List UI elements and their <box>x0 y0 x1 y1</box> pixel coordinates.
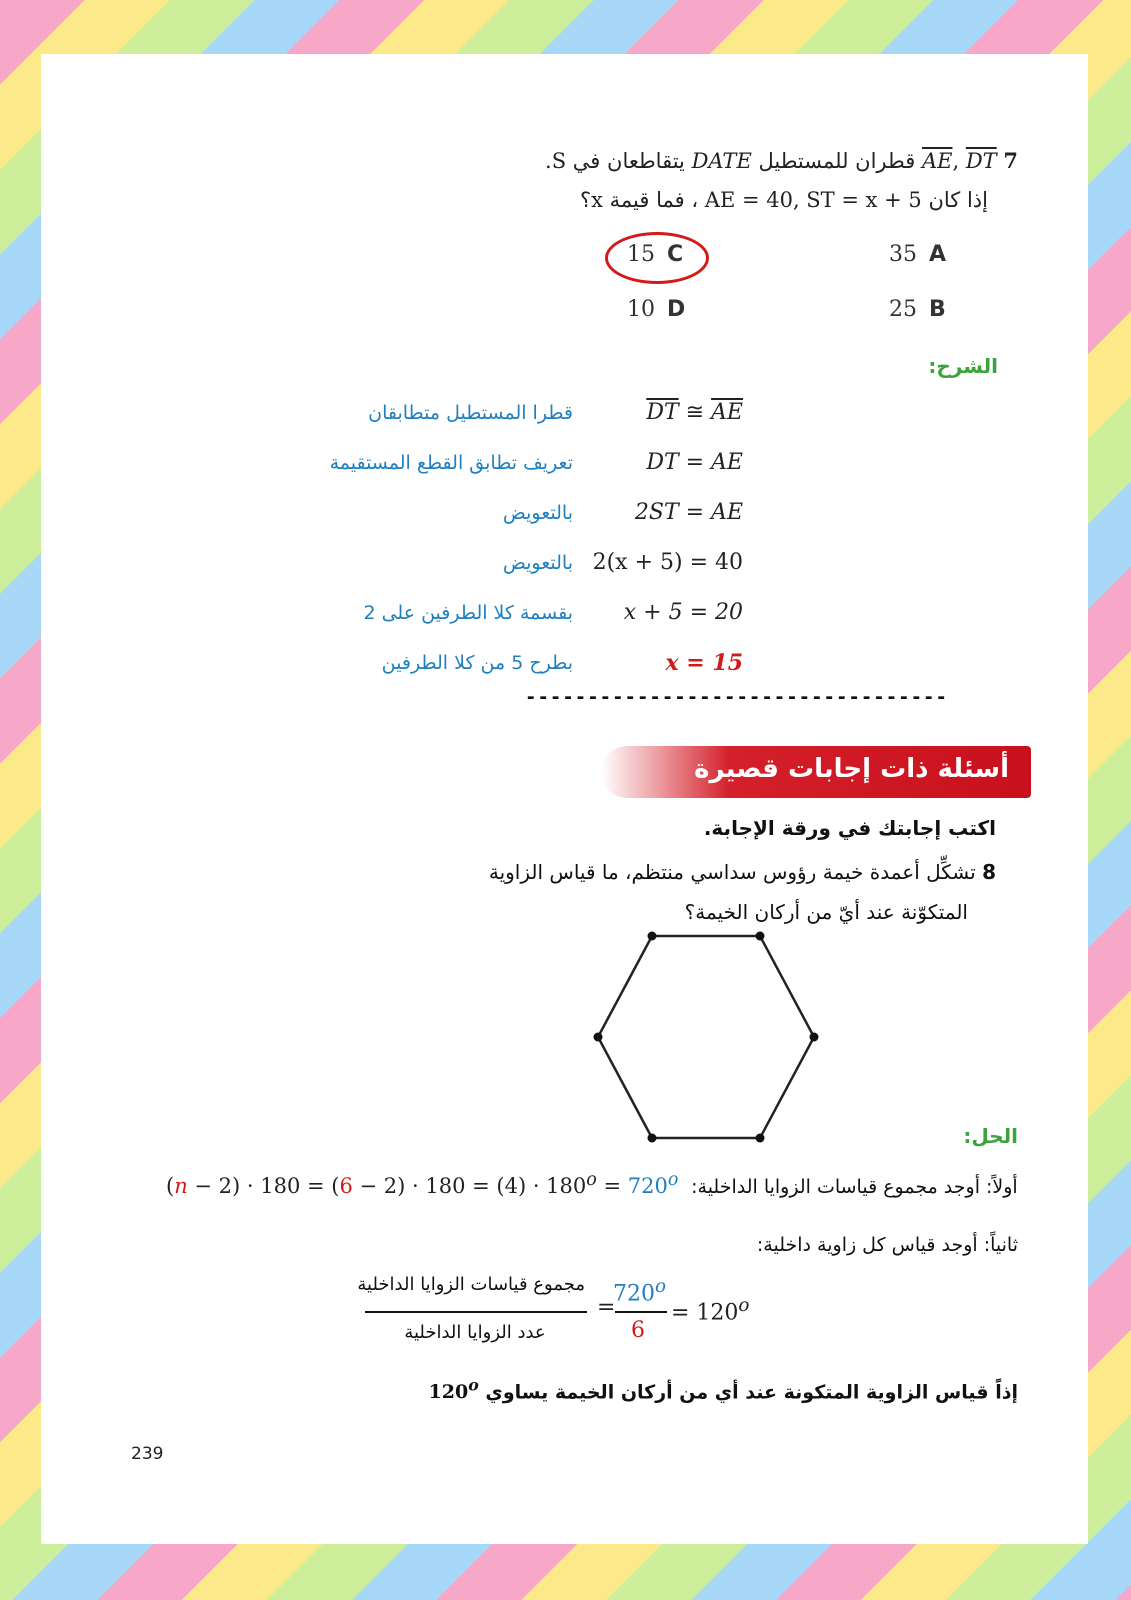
q7-option-a[interactable]: 35 A <box>889 242 947 267</box>
q7-number: 7 <box>1003 148 1018 173</box>
step-2-reason: تعريف تطابق القطع المستقيمة <box>329 452 573 474</box>
q7-option-b[interactable]: 25 B <box>889 297 946 322</box>
fraction-den-6: 6 <box>631 1318 645 1343</box>
fraction-words-num: مجموع قياسات الزوايا الداخلية <box>357 1274 585 1295</box>
q7-option-c[interactable]: 15 C <box>627 242 684 267</box>
q7-line1: 7 AE, DT قطران للمستطيل DATE يتقاطعان في S. <box>545 148 1018 173</box>
step-1-reason: قطرا المستطيل متطابقان <box>368 402 573 424</box>
step-5-eq: x + 5 = 20 <box>623 600 743 625</box>
step-4-eq: 2(x + 5) = 40 <box>592 550 743 575</box>
q7-seg-ae: AE <box>921 149 953 173</box>
section-banner-title: أسئلة ذات إجابات قصيرة <box>694 754 1009 784</box>
conclusion-text: إذاً قياس الزاوية المتكونة عند أي من أركان الخيمة يساوي <box>485 1381 1018 1404</box>
step-1-eq: $\overline{DT}$ ≅ $\overline{AE}$ <box>646 400 743 425</box>
q8-line2: المتكوّنة عند أيّ من أركان الخيمة؟ <box>684 900 968 924</box>
step-6-eq: x = 15 <box>665 650 743 676</box>
q7-option-d[interactable]: 10 D <box>627 297 686 322</box>
solution-first-line: $(n - 2) \cdot 180 = (6 - 2) \cdot 180 = (4) \cdot 180^o = 720^o$ أولاً: أوجد مجموع قياسات الزوايا الداخلية: <box>166 1170 1018 1198</box>
solution-heading: الحل: <box>963 1124 1018 1148</box>
fraction-words-bar <box>365 1311 587 1313</box>
fraction-num-720: 720$^o$ <box>613 1276 667 1307</box>
fraction-words-den: عدد الزوايا الداخلية <box>404 1322 546 1343</box>
step-5-reason: بقسمة كلا الطرفين على 2 <box>363 602 573 624</box>
page <box>41 54 1088 1544</box>
q7-line2: إذا كان AE = 40, ST = x + 5 ، فما قيمة x؟ <box>579 188 988 212</box>
section-instruction: اكتب إجابتك في ورقة الإجابة. <box>703 816 996 840</box>
page-number: 239 <box>131 1444 164 1464</box>
conclusion-value: 120$^o$ <box>428 1376 479 1404</box>
section-divider: ---------------------------------- <box>525 686 948 708</box>
step-4-reason: بالتعويض <box>502 552 573 574</box>
conclusion <box>429 1376 1018 1403</box>
explanation-heading: الشرح: <box>928 354 998 378</box>
step-3-eq: 2ST = AE <box>634 500 743 525</box>
q8-line1: 8 تشكِّل أعمدة خيمة رؤوس سداسي منتظم، ما قياس الزاوية <box>488 860 996 884</box>
q7-line1-post: يتقاطعان في S. <box>545 149 685 173</box>
fraction-result: = $120^o$ <box>671 1295 750 1326</box>
q8-number: 8 <box>982 860 996 884</box>
hexagon-figure <box>586 926 826 1146</box>
fraction-num-bar <box>615 1311 667 1313</box>
solution-first-label: أولاً: أوجد مجموع قياسات الزوايا الداخلية: <box>691 1176 1018 1198</box>
step-2-eq: DT = AE <box>646 450 743 475</box>
step-6-reason: بطرح 5 من كلا الطرفين <box>381 652 573 674</box>
fraction-equals-1: = <box>597 1295 616 1320</box>
solution-second-label: ثانياً: أوجد قياس كل زاوية داخلية: <box>756 1234 1018 1256</box>
section-banner <box>601 746 1031 798</box>
q7-seg-dt: DT <box>965 149 997 173</box>
q7-shape: DATE <box>691 149 752 173</box>
step-3-reason: بالتعويض <box>502 502 573 524</box>
q7-line1-pre: قطران للمستطيل <box>758 149 916 173</box>
